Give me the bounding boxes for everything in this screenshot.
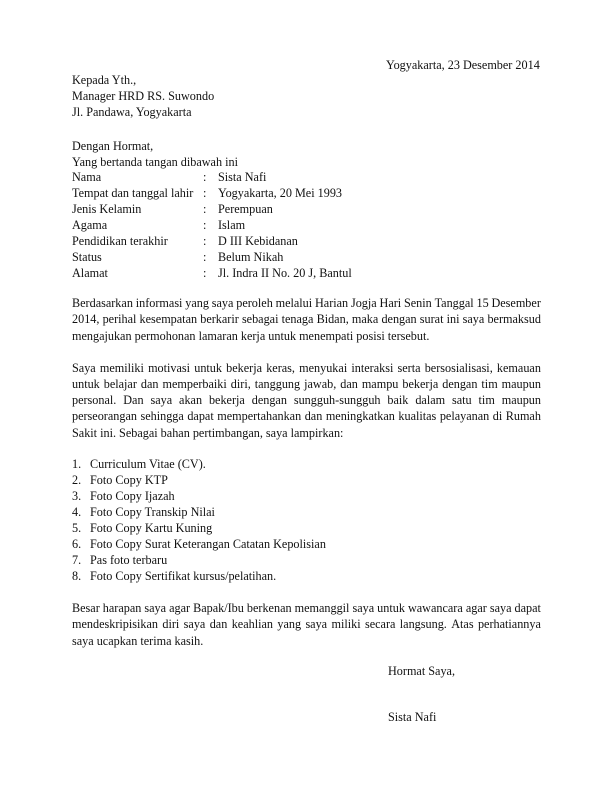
- list-item: Curriculum Vitae (CV).: [90, 457, 206, 471]
- identity-value: D III Kebidanan: [218, 234, 298, 248]
- paragraph-line: perseorangan sehingga dapat mempertahankan dan meningkatkan kualitas pelayanan di Rumah: [72, 409, 541, 423]
- identity-value: Sista Nafi: [218, 170, 267, 184]
- list-number: 2.: [72, 473, 82, 487]
- identity-value: Islam: [218, 218, 246, 232]
- paragraph-line: Saya memiliki motivasi untuk bekerja keras, menyukai interaksi serta bersosialisasi, kemauan: [72, 361, 541, 375]
- paragraph-line: Besar harapan saya agar Bapak/Ibu berkenan memanggil saya untuk wawancara agar saya dapat: [72, 601, 541, 615]
- list-number: 8.: [72, 569, 82, 583]
- signature-name: Sista Nafi: [388, 710, 437, 724]
- identity-value: Jl. Indra II No. 20 J, Bantul: [218, 266, 352, 280]
- paragraph-line: personal. Dan saya akan bekerja dengan sungguh-sungguh baik dalam satu tim maupun: [72, 393, 541, 407]
- recipient-line: Jl. Pandawa, Yogyakarta: [72, 105, 192, 119]
- identity-value: Perempuan: [218, 202, 273, 216]
- identity-colon: :: [203, 186, 207, 200]
- list-item: Foto Copy KTP: [90, 473, 168, 487]
- list-item: Foto Copy Sertifikat kursus/pelatihan.: [90, 569, 277, 583]
- recipient-line: Kepada Yth.,: [72, 73, 137, 87]
- identity-label: Status: [72, 250, 102, 264]
- greeting: Dengan Hormat,: [72, 139, 154, 153]
- identity-colon: :: [203, 170, 207, 184]
- intro: Yang bertanda tangan dibawah ini: [72, 155, 238, 169]
- identity-colon: :: [203, 218, 207, 232]
- paragraph-line: untuk belajar dan memperbaiki diri, tanggung jawab, dan mampu bekerja dengan tim maupun: [72, 377, 541, 391]
- list-item: Foto Copy Surat Keterangan Catatan Kepolisian: [90, 537, 326, 551]
- identity-label: Pendidikan terakhir: [72, 234, 168, 248]
- identity-label: Alamat: [72, 266, 108, 280]
- list-item: Foto Copy Kartu Kuning: [90, 521, 213, 535]
- identity-value: Yogyakarta, 20 Mei 1993: [218, 186, 343, 200]
- place-date: Yogyakarta, 23 Desember 2014: [386, 58, 540, 72]
- closing: Hormat Saya,: [388, 664, 456, 678]
- identity-colon: :: [203, 234, 207, 248]
- identity-label: Tempat dan tanggal lahir: [72, 186, 194, 200]
- list-number: 6.: [72, 537, 82, 551]
- list-number: 5.: [72, 521, 82, 535]
- identity-colon: :: [203, 266, 207, 280]
- list-number: 1.: [72, 457, 82, 471]
- paragraph-line: mendeskripisikan diri saya dan keahlian yang saya miliki secara langsung. Atas perhatiannya: [72, 617, 541, 631]
- list-number: 7.: [72, 553, 82, 567]
- paragraph-line: Berdasarkan informasi yang saya peroleh melalui Harian Jogja Hari Senin Tanggal 15 Desember: [72, 296, 541, 310]
- paragraph-line: mengajukan permohonan lamaran kerja untuk menempati posisi tersebut.: [72, 329, 430, 343]
- list-number: 4.: [72, 505, 82, 519]
- paragraph-line: Sakit ini. Sebagai bahan pertimbangan, saya lampirkan:: [72, 426, 344, 440]
- identity-label: Nama: [72, 170, 102, 184]
- list-number: 3.: [72, 489, 82, 503]
- list-item: Foto Copy Transkip Nilai: [90, 505, 215, 519]
- list-item: Foto Copy Ijazah: [90, 489, 175, 503]
- recipient-line: Manager HRD RS. Suwondo: [72, 89, 215, 103]
- paragraph-line: 2014, perihal kesempatan berkarir sebagai tenaga Bidan, maka dengan surat ini saya bermaksud: [72, 312, 541, 326]
- identity-label: Jenis Kelamin: [72, 202, 142, 216]
- list-item: Pas foto terbaru: [90, 553, 168, 567]
- identity-value: Belum Nikah: [218, 250, 284, 264]
- identity-label: Agama: [72, 218, 108, 232]
- paragraph-line: saya ucapkan terima kasih.: [72, 634, 204, 648]
- identity-colon: :: [203, 202, 207, 216]
- identity-colon: :: [203, 250, 207, 264]
